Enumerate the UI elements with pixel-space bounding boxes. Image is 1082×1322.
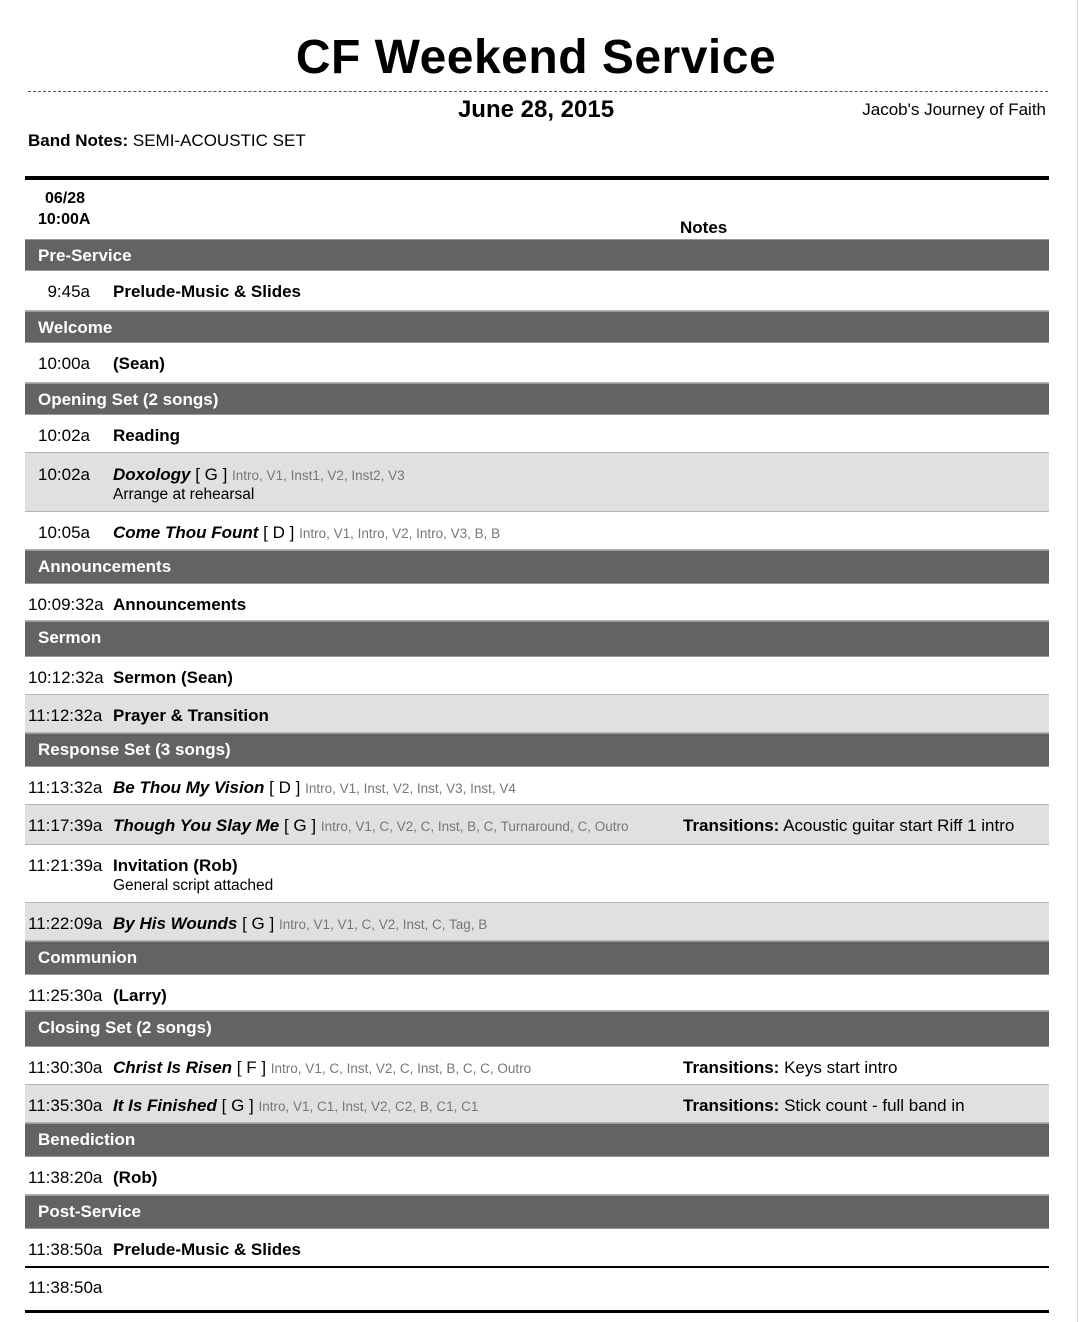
list-item[interactable]: [25, 1157, 1049, 1195]
end-time-row: [25, 1266, 1049, 1313]
item-time: 10:02a: [38, 465, 90, 484]
section-title: Response Set (3 songs): [38, 740, 231, 759]
song-arrangement: Intro, V1, V1, C, V2, Inst, C, Tag, B: [278, 917, 488, 932]
item-time: 10:12:32a: [28, 668, 104, 687]
song-arrangement: Intro, V1, Intro, V2, Intro, V3, B, B: [299, 526, 501, 541]
item-time: 10:05a: [38, 523, 90, 542]
service-date: June 28, 2015: [457, 96, 615, 123]
song-key: [ G ]: [283, 816, 317, 835]
list-item[interactable]: [25, 271, 1049, 311]
item-title: (Rob): [113, 1168, 158, 1187]
song-row[interactable]: [25, 512, 1049, 550]
section-header: [25, 1011, 1049, 1047]
item-time: 9:45a: [47, 282, 90, 301]
song-key: [ G ]: [242, 914, 275, 933]
section-title: Pre-Service: [38, 246, 132, 265]
list-item[interactable]: [25, 343, 1049, 383]
item-time: 10:09:32a: [28, 595, 104, 614]
title-divider: [28, 91, 1048, 92]
item-title: Prelude-Music & Slides: [113, 1240, 301, 1259]
item-note: Arrange at rehearsal: [113, 486, 255, 503]
song-key: [ G ]: [195, 465, 228, 484]
item-time: 11:35:30a: [28, 1096, 103, 1115]
item-time: 11:22:09a: [28, 914, 103, 933]
series-title: Jacob's Journey of Faith: [862, 100, 1046, 119]
item-title: (Larry): [113, 986, 167, 1005]
list-item[interactable]: [25, 975, 1049, 1011]
section-header: [25, 383, 1049, 415]
column-time: 10:00A: [38, 211, 91, 228]
song-title: Though You Slay Me [ G ] Intro, V1, C, V2, C, Inst, B, C, Turnaround, C, Outro: [113, 816, 629, 835]
item-time: 11:17:39a: [28, 816, 103, 835]
song-row[interactable]: [25, 453, 1049, 512]
song-key: [ G ]: [221, 1096, 254, 1115]
section-title: Announcements: [38, 557, 172, 576]
list-item[interactable]: [25, 415, 1049, 453]
song-row[interactable]: [25, 767, 1049, 805]
song-arrangement: Intro, V1, C, Inst, V2, C, Inst, B, C, C, Outro: [270, 1061, 532, 1076]
item-time: 11:21:39a: [28, 856, 103, 875]
section-header: [25, 1123, 1049, 1157]
section-header: [25, 733, 1049, 767]
item-title: Reading: [113, 426, 181, 445]
section-title: Communion: [38, 948, 138, 967]
song-key: [ F ]: [236, 1058, 267, 1077]
item-time: 10:00a: [38, 354, 90, 373]
item-title: Prelude-Music & Slides: [113, 282, 301, 301]
song-arrangement: Intro, V1, C, V2, C, Inst, B, C, Turnaround, C, Outro: [320, 819, 629, 834]
item-time: 11:38:20a: [28, 1168, 103, 1187]
section-header: [25, 621, 1049, 657]
end-time: 11:38:50a: [28, 1278, 103, 1297]
transition-note: Transitions: Keys start intro: [683, 1058, 898, 1077]
item-time: 11:13:32a: [28, 778, 103, 797]
song-title: Come Thou Fount [ D ] Intro, V1, Intro, V2, Intro, V3, B, B: [113, 523, 501, 542]
song-title: It Is Finished [ G ] Intro, V1, C1, Inst, V2, C2, B, C1, C1: [113, 1096, 479, 1115]
item-time: 11:25:30a: [28, 986, 103, 1005]
section-header: [25, 311, 1049, 343]
song-arrangement: Intro, V1, C1, Inst, V2, C2, B, C1, C1: [258, 1099, 479, 1114]
song-row[interactable]: [25, 1047, 1049, 1085]
song-title: By His Wounds [ G ] Intro, V1, V1, C, V2, Inst, C, Tag, B: [113, 914, 488, 933]
section-header: [25, 550, 1049, 584]
song-row[interactable]: [25, 1085, 1049, 1123]
song-row[interactable]: [25, 903, 1049, 941]
section-title: Benediction: [38, 1130, 136, 1149]
song-arrangement: Intro, V1, Inst1, V2, Inst2, V3: [232, 468, 405, 483]
item-note: General script attached: [113, 877, 274, 894]
list-item[interactable]: [25, 845, 1049, 903]
item-title: Prayer & Transition: [113, 706, 269, 725]
item-time: 11:12:32a: [28, 706, 103, 725]
song-arrangement: Intro, V1, Inst, V2, Inst, V3, Inst, V4: [305, 781, 516, 796]
section-title: Closing Set (2 songs): [38, 1018, 212, 1037]
item-title: Invitation (Rob): [113, 856, 238, 875]
song-key: [ D ]: [263, 523, 295, 542]
page-edge-rule: [1077, 0, 1078, 1322]
column-header: [25, 176, 1049, 243]
list-item[interactable]: [25, 657, 1049, 695]
column-date: 06/28: [45, 190, 86, 207]
transition-note: Transitions: Acoustic guitar start Riff 1 intro: [683, 816, 1015, 835]
band-notes-label: Band Notes:: [28, 131, 129, 150]
section-title: Sermon: [38, 628, 102, 647]
transition-note: Transitions: Stick count - full band in: [683, 1096, 965, 1115]
list-item[interactable]: [25, 1229, 1049, 1265]
section-header: [25, 239, 1049, 271]
section-title: Opening Set (2 songs): [38, 390, 219, 409]
item-title: Announcements: [113, 595, 247, 614]
section-title: Post-Service: [38, 1202, 141, 1221]
song-title: Christ Is Risen [ F ] Intro, V1, C, Inst, V2, C, Inst, B, C, C, Outro: [113, 1058, 532, 1077]
list-item[interactable]: [25, 584, 1049, 621]
section-header: [25, 1195, 1049, 1229]
song-key: [ D ]: [269, 778, 301, 797]
item-time: 10:02a: [38, 426, 90, 445]
item-title: (Sean): [113, 354, 165, 373]
item-time: 11:30:30a: [28, 1058, 103, 1077]
song-title: Doxology [ G ] Intro, V1, Inst1, V2, Inst2, V3: [113, 465, 405, 484]
band-notes: [28, 131, 306, 151]
section-header: [25, 941, 1049, 975]
section-title: Welcome: [38, 318, 113, 337]
column-notes: Notes: [680, 218, 728, 237]
band-notes-value: SEMI-ACOUSTIC SET: [132, 131, 306, 150]
page-title: CF Weekend Service: [295, 31, 777, 84]
song-title: Be Thou My Vision [ D ] Intro, V1, Inst, V2, Inst, V3, Inst, V4: [113, 778, 516, 797]
item-title: Sermon (Sean): [113, 668, 233, 687]
list-item[interactable]: [25, 695, 1049, 733]
item-time: 11:38:50a: [28, 1240, 103, 1259]
song-row[interactable]: [25, 805, 1049, 845]
